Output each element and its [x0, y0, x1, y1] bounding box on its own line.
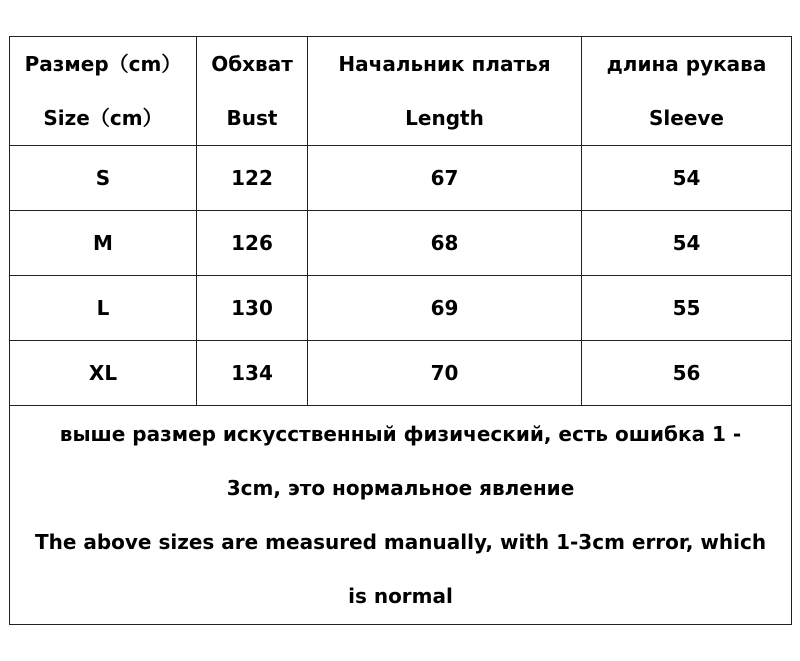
cell-size: L — [10, 276, 197, 341]
header-bust-ru: Обхват — [211, 52, 293, 76]
table-row — [10, 276, 792, 341]
cell-bust: 134 — [197, 341, 308, 406]
header-sleeve-ru: длина рукава — [606, 52, 767, 76]
header-bust-en: Bust — [226, 106, 278, 130]
cell-size: M — [10, 211, 197, 276]
header-sleeve-en: Sleeve — [649, 106, 724, 130]
cell-size: S — [10, 146, 197, 211]
header-length-ru: Начальник платья — [338, 52, 551, 76]
table-row — [10, 146, 792, 211]
measurement-note — [10, 406, 792, 625]
note-ru-line-2: 3cm, это нормальное явление — [226, 476, 575, 500]
table-row — [10, 341, 792, 406]
cell-bust: 122 — [197, 146, 308, 211]
header-length-en: Length — [405, 106, 484, 130]
cell-size: XL — [10, 341, 197, 406]
cell-length: 70 — [308, 341, 582, 406]
table-row — [10, 211, 792, 276]
header-size-en: Size（cm） — [43, 106, 163, 130]
note-en-line-1: The above sizes are measured manually, with 1-3cm error, which — [34, 530, 767, 554]
cell-length: 68 — [308, 211, 582, 276]
size-chart — [9, 36, 791, 620]
cell-sleeve: 55 — [582, 276, 792, 341]
cell-length: 69 — [308, 276, 582, 341]
header-sleeve — [582, 37, 792, 146]
note-en-line-2: is normal — [348, 584, 453, 608]
header-size — [10, 37, 197, 146]
cell-bust: 130 — [197, 276, 308, 341]
cell-sleeve: 56 — [582, 341, 792, 406]
cell-sleeve: 54 — [582, 211, 792, 276]
cell-bust: 126 — [197, 211, 308, 276]
cell-length: 67 — [308, 146, 582, 211]
header-row — [10, 37, 792, 146]
header-size-ru: Размер（cm） — [24, 52, 182, 76]
cell-sleeve: 54 — [582, 146, 792, 211]
header-bust — [197, 37, 308, 146]
size-table — [9, 36, 792, 625]
header-length — [308, 37, 582, 146]
note-row — [10, 406, 792, 625]
note-ru-line-1: выше размер искусственный физический, есть ошибка 1 - — [59, 422, 742, 446]
